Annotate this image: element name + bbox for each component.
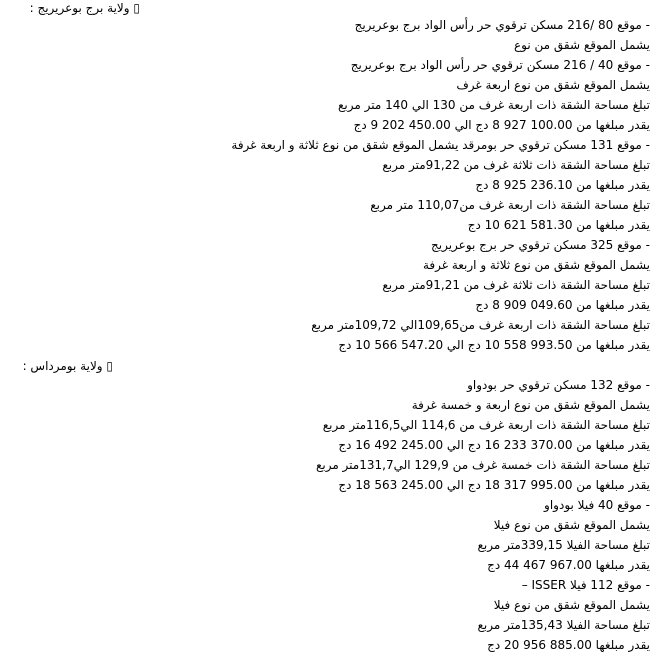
text-line: - موقع 132 مسكن ترقوي حر بودواو [467, 378, 650, 392]
text-line: - موقع 40 فيلا بودواو [544, 498, 650, 512]
text-line: تبلغ مساحة الفيلا 339,15متر مربع [477, 538, 650, 552]
text-line: يشمل الموقع شقق من نوع ثلاثة و اربعة غرفة [422, 258, 650, 272]
text-line: يقدر مبلغها من 581.30 621 10 دج [467, 218, 650, 232]
text-line: - موقع 40 / 216 مسكن ترقوي حر رأس الواد برج بوعريريج [350, 58, 650, 72]
text-line: يقدر مبلغها من 049.60 909 8 دج [475, 298, 650, 312]
heading-bullet-box: ▯ [129, 1, 140, 15]
text-line: يقدر مبلغها من 100.00 927 8 دج الي 450.00 202 9 دج [353, 118, 650, 132]
text-line: يقدر مبلغها من 370.00 233 16 دج الي 245.00 492 16 دج [338, 438, 650, 452]
text-line: يقدر مبلغها 885.00 956 20 دج [487, 638, 650, 652]
text-line: تبلغ مساحة الشقة ذات ثلاثة غرف من 91,21متر مربع [382, 278, 650, 292]
text-line: تبلغ مساحة الشقة ذات ثلاثة غرف من 91,22متر مربع [382, 158, 650, 172]
text-line: تبلغ مساحة الشقة ذات خمسة غرف من 129,9 الي131,7متر مربع [315, 458, 650, 472]
text-line: يشمل الموقع شقق من نوع فيلا [493, 518, 650, 532]
heading-text: ولاية برج بوعريريج : [29, 1, 130, 15]
text-line: تبلغ مساحة الشقة ذات اربعة غرف من 130 الي 140 متر مربع [338, 98, 650, 112]
text-line: يشمل الموقع شقق من نوع فيلا [493, 598, 650, 612]
heading-text: ولاية بومرداس : [22, 359, 103, 373]
text-line: - موقع 80 /216 مسكن ترقوي حر رأس الواد برج بوعريريج [354, 18, 650, 32]
text-line: يشمل الموقع شقق من نوع اربعة و خمسة غرفة [411, 398, 650, 412]
text-line: - موقع 112 فيلا ISSER – [521, 578, 650, 592]
text-line: تبلغ مساحة الشقة ذات اربعة غرف من 114,6 الي116,5متر مربع [322, 418, 650, 432]
text-line: يقدر مبلغها 967.00 467 44 دج [487, 558, 650, 572]
text-line: - موقع 131 مسكن ترقوي حر بومرقد يشمل الموقع شقق من نوع ثلاثة و اربعة غرفة [231, 138, 650, 152]
text-line: تبلغ مساحة الشقة ذات اربعة غرف من109,65الي 109,72متر مربع [311, 318, 650, 332]
text-line: يقدر مبلغها من 993.50 558 10 دج الي 547.20 566 10 دج [338, 338, 650, 352]
text-line: تبلغ مساحة الفيلا 135,43متر مربع [477, 618, 650, 632]
text-line: يشمل الموقع شقق من نوع اربعة غرف [456, 78, 650, 92]
text-line: يقدر مبلغها من 236.10 925 8 دج [475, 178, 650, 192]
section-heading-boumerdes [23, 356, 113, 376]
text-line: تبلغ مساحة الشقة ذات اربعة غرف من110,07 متر مربع [370, 198, 650, 212]
section-heading-bordj [30, 0, 140, 18]
text-line: يشمل الموقع شقق من نوع [514, 38, 650, 52]
text-line: - موقع 325 مسكن ترقوي حر برج بوعريريج [431, 238, 650, 252]
heading-bullet-box: ▯ [102, 359, 113, 373]
text-line: يقدر مبلغها من 995.00 317 18 دج الي 245.00 563 18 دج [338, 478, 650, 492]
